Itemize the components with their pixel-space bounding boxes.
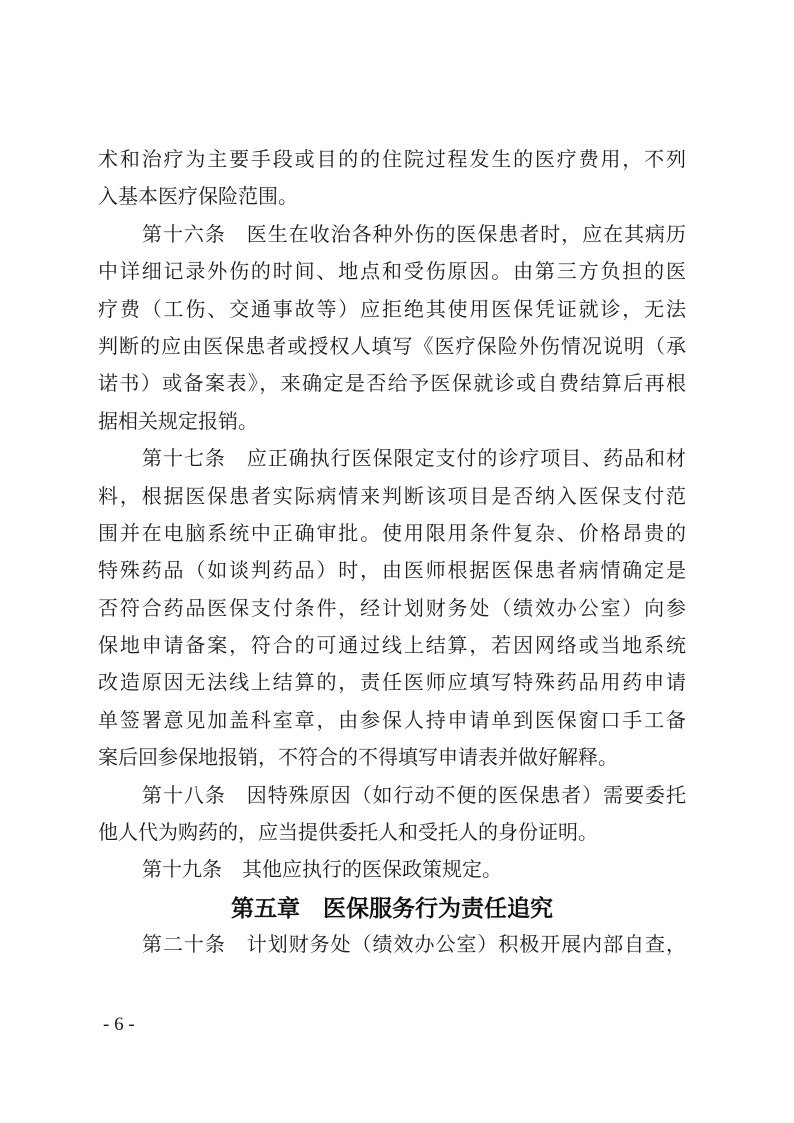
text-line: 第二十条 计划财务处（绩效办公室）积极开展内部自查， xyxy=(142,934,686,957)
text-line: 疗费（工伤、交通事故等）应拒绝其使用医保凭证就诊，无法 xyxy=(98,298,686,321)
text-line: 第十七条 应正确执行医保限定支付的诊疗项目、药品和材 xyxy=(142,448,686,471)
text-line: 中详细记录外伤的时间、地点和受伤原因。由第三方负担的医 xyxy=(98,261,686,284)
text-line: 术和治疗为主要手段或目的的住院过程发生的医疗费用，不列 xyxy=(98,149,686,171)
text-line: 他人代为购药的，应当提供委托人和受托人的身份证明。 xyxy=(98,822,598,845)
text-line: 改造原因无法线上结算的，责任医师应填写特殊药品用药申请 xyxy=(98,672,686,695)
chapter-heading: 第五章 医保服务行为责任追究 xyxy=(231,894,553,921)
text-line: 诺书）或备案表》，来确定是否给予医保就诊或自费结算后再根 xyxy=(98,373,686,396)
page-number: - 6 - xyxy=(103,1014,135,1035)
text-line: 料，根据医保患者实际病情来判断该项目是否纳入医保支付范 xyxy=(98,485,686,508)
text-line: 围并在电脑系统中正确审批。使用限用条件复杂、价格昂贵的 xyxy=(98,522,686,545)
document-body xyxy=(98,142,686,965)
text-line: 否符合药品医保支付条件，经计划财务处（绩效办公室）向参 xyxy=(98,597,686,620)
text-line: 单签署意见加盖科室章，由参保人持申请单到医保窗口手工备 xyxy=(98,709,686,732)
text-line: 判断的应由医保患者或授权人填写《医疗保险外伤情况说明（承 xyxy=(98,335,686,358)
text-line: 第十六条 医生在收治各种外伤的医保患者时，应在其病历 xyxy=(142,223,686,246)
text-line: 入基本医疗保险范围。 xyxy=(98,186,298,209)
text-line: 第十八条 因特殊原因（如行动不便的医保患者）需要委托 xyxy=(142,784,686,807)
text-line: 保地申请备案，符合的可通过线上结算，若因网络或当地系统 xyxy=(98,635,686,658)
text-line: 特殊药品（如谈判药品）时，由医师根据医保患者病情确定是 xyxy=(98,560,686,583)
text-line: 案后回参保地报销，不符合的不得填写申请表并做好解释。 xyxy=(98,747,618,770)
text-line: 第十九条 其他应执行的医保政策规定。 xyxy=(142,859,502,882)
text-line: 据相关规定报销。 xyxy=(98,410,258,433)
